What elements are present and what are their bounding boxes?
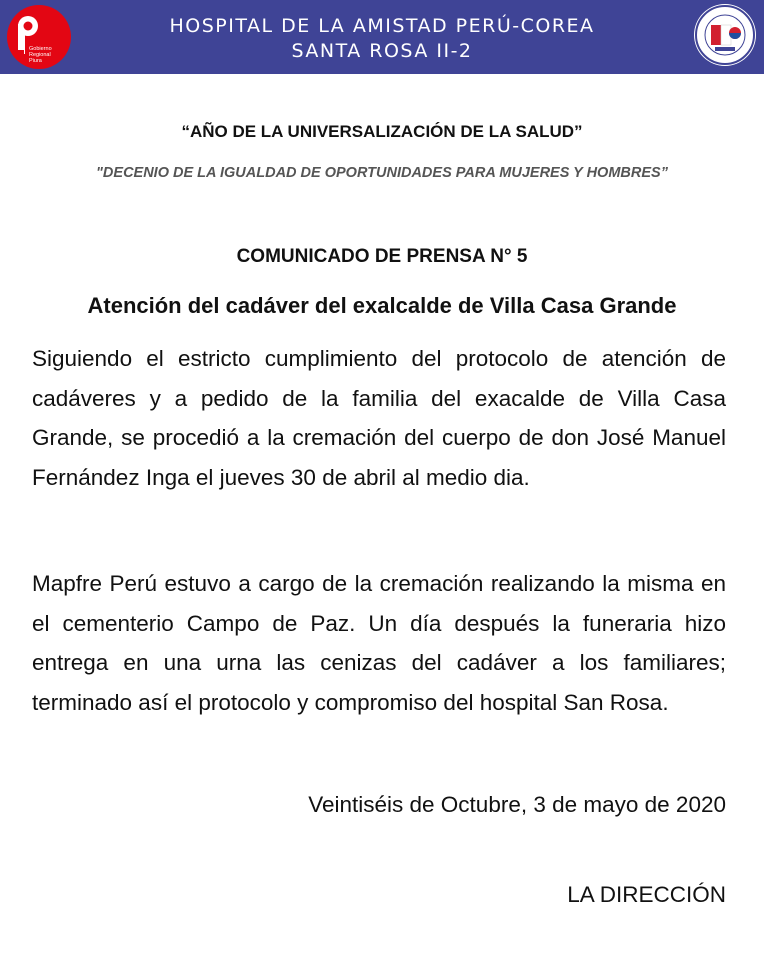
- press-release-title: COMUNICADO DE PRENSA N° 5: [236, 246, 528, 267]
- logo-text-line-1: Gobierno: [29, 46, 52, 52]
- logo-text-line-3: Piura: [29, 58, 42, 64]
- hospital-seal-logo: [693, 3, 757, 67]
- paragraph-2: Mapfre Perú estuvo a cargo de la cremación realizando la misma en el cementerio Campo de Paz. Un día después la funeraria hizo entrega en una urna las cenizas del cadáver a los familiares; terminado así el protocolo y compromiso del hospital San Rosa.: [32, 571, 726, 715]
- signature: LA DIRECCIÓN: [567, 882, 726, 907]
- headline: Atención del cadáver del exalcalde de Villa Casa Grande: [87, 293, 677, 318]
- year-slogan: “AÑO DE LA UNIVERSALIZACIÓN DE LA SALUD”: [181, 122, 583, 141]
- header-banner: [0, 0, 764, 74]
- decade-slogan: "DECENIO DE LA IGUALDAD DE OPORTUNIDADES PARA MUJERES Y HOMBRES”: [96, 165, 668, 181]
- hospital-name: HOSPITAL DE LA AMISTAD PERÚ-COREA: [169, 15, 595, 37]
- paragraph-1: Siguiendo el estricto cumplimiento del protocolo de atención de cadáveres y a pedido de la familia del exacalde de Villa Casa Grande, se procedió a la cremación del cuerpo de don José Manuel Fernández Inga el jueves 30 de abril al medio dia.: [32, 346, 726, 490]
- logo-text-line-2: Regional: [29, 52, 51, 58]
- hospital-subname: SANTA ROSA II-2: [291, 40, 473, 62]
- date-line: Veintiséis de Octubre, 3 de mayo de 2020: [308, 792, 726, 817]
